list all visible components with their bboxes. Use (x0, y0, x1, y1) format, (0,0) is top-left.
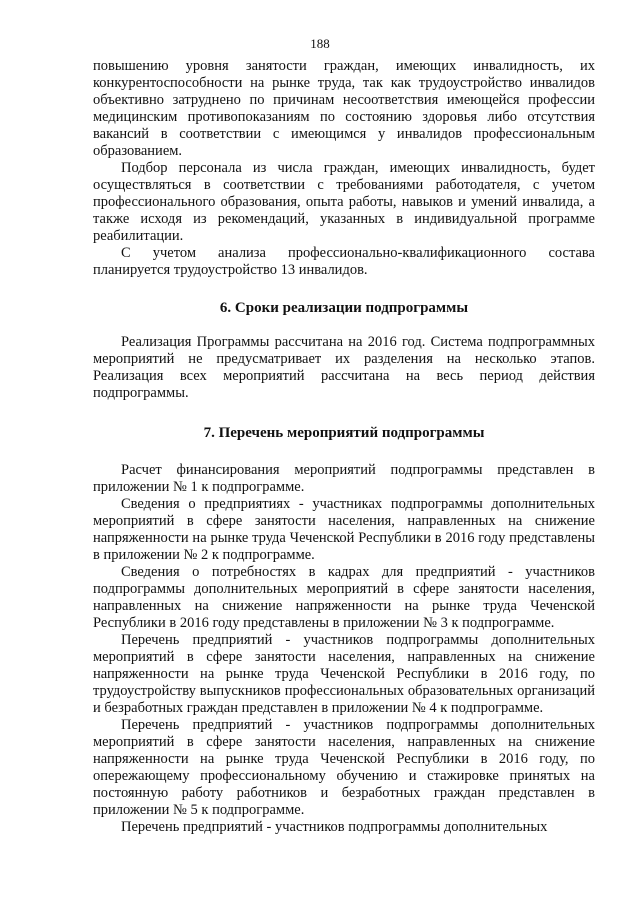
section-7-heading: 7. Перечень мероприятий подпрограммы (203, 425, 485, 441)
section-7-paragraph-6: Перечень предприятий - участников подпрограммы дополнительных (121, 819, 548, 835)
paragraph-continuation: повышению уровня занятости граждан, имеющих инвалидность, их конкурентоспособности на рынке труда, так как трудоустройство инвалидов объективно затруднено по причинам несоответствия имеющейся профессии медицинским противопоказаниям по состоянию здоровья либо отсутствия вакансий в соответствии с имеющимся у инвалидов профессиональным образованием. (93, 58, 595, 159)
section-7-paragraph-2: Сведения о предприятиях - участниках подпрограммы дополнительных мероприятий в сфере занятости населения, направленных на снижение напряженности на рынке труда Чеченской Республики в 2016 году представлены в приложении № 2 к подпрограмме. (93, 496, 595, 563)
page-content (93, 58, 595, 836)
section-6-paragraph: Реализация Программы рассчитана на 2016 год. Система подпрограммных мероприятий не предусматривает их разделения на несколько этапов. Реализация всех мероприятий рассчитана на весь период действия подпрограммы. (93, 334, 595, 401)
section-6-heading: 6. Сроки реализации подпрограммы (219, 300, 469, 316)
section-7-paragraph-1: Расчет финансирования мероприятий подпрограммы представлен в приложении № 1 к подпрограмме. (93, 462, 595, 495)
section-7-paragraph-3: Сведения о потребностях в кадрах для предприятий - участников подпрограммы дополнительных мероприятий в сфере занятости населения, направленных на снижение напряженности на рынке труда Чеченской Республики в 2016 году представлены в приложении № 3 к подпрограмме. (93, 564, 595, 631)
section-7-paragraph-5: Перечень предприятий - участников подпрограммы дополнительных мероприятий в сфере занятости населения, направленных на снижение напряженности на рынке труда Чеченской Республики в 2016 году, по опережающему профессиональному обучению и стажировке принятых на постоянную работу работников и безработных граждан представлен в приложении № 5 к подпрограмме. (93, 717, 595, 818)
paragraph-staff-selection: Подбор персонала из числа граждан, имеющих инвалидность, будет осуществляться в соответствии с требованиями работодателя, с учетом профессионального образования, опыта работы, навыков и умений инвалида, а также исходя из рекомендаций, указанных в индивидуальной программе реабилитации. (93, 160, 595, 244)
section-7-paragraph-4: Перечень предприятий - участников подпрограммы дополнительных мероприятий в сфере занятости населения, направленных на снижение напряженности на рынке труда Чеченской Республики в 2016 году, по трудоустройству выпускников профессиональных образовательных организаций и безработных граждан представлен в приложении № 4 к подпрограмме. (93, 632, 595, 716)
page-number: 188 (310, 36, 330, 51)
paragraph-employment-plan: С учетом анализа профессионально-квалификационного состава планируется трудоустройство 13 инвалидов. (93, 245, 595, 278)
